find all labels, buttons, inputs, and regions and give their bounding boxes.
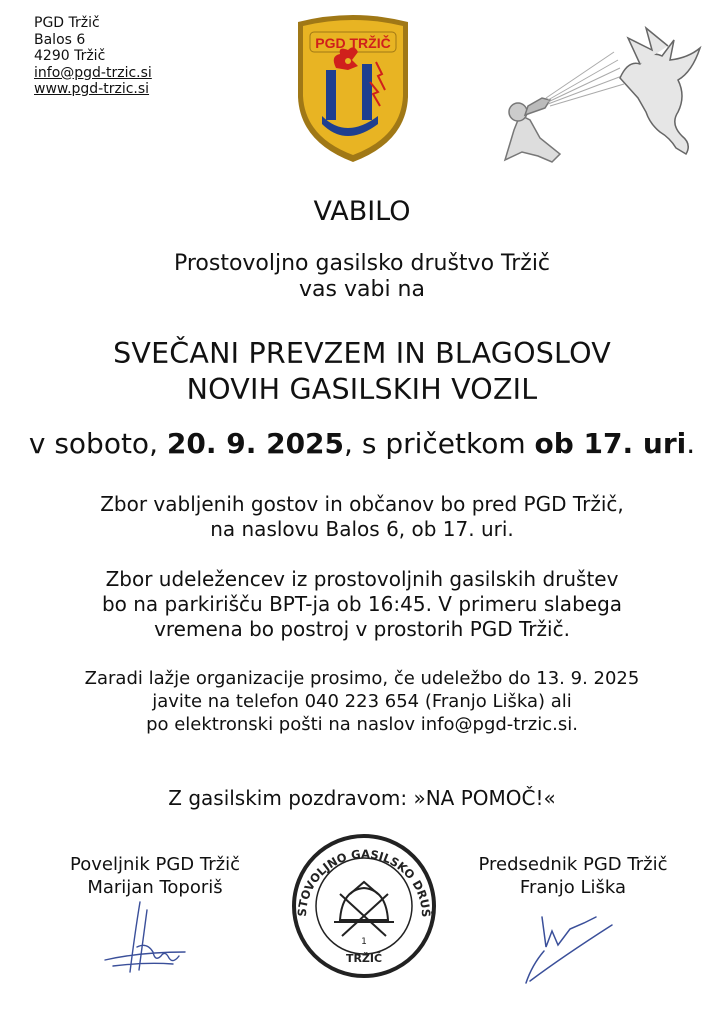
paragraph-guests — [0, 492, 724, 542]
official-seal — [285, 821, 438, 980]
event-line: SVEČANI PREVZEM IN BLAGOSLOV — [113, 337, 611, 370]
intro — [0, 251, 724, 303]
handwritten-signature-left — [95, 892, 190, 987]
paragraph-line: Zbor udeležencev iz prostovoljnih gasilskih društev — [105, 567, 619, 591]
seal-ring-text: PROSTOVOLJNO GASILSKO DRUŠTVO — [285, 821, 434, 918]
paragraph-line: Zaradi lažje organizacije prosimo, če udeležbo do 13. 9. 2025 — [84, 668, 640, 689]
event-time: ob 17. uri — [534, 427, 687, 460]
pgd-logo — [288, 12, 418, 164]
paragraph-line: bo na parkirišču BPT-ja ob 16:45. V primeru slabega — [101, 592, 623, 616]
paragraph-line: na naslovu Balos 6, ob 17. uri. — [210, 517, 514, 541]
date-suffix: . — [686, 427, 696, 460]
event-title — [0, 336, 724, 408]
greeting: Z gasilskim pozdravom: »NA POMOČ!« — [168, 786, 556, 810]
logo-text: PGD TRŽIČ — [315, 35, 391, 51]
email-link[interactable]: info@pgd-trzic.si — [34, 64, 152, 81]
event-date: 20. 9. 2025 — [166, 427, 345, 460]
street: Balos 6 — [34, 31, 86, 48]
seal-town: TRŽIČ — [345, 952, 383, 965]
paragraph-line: vremena bo postroj v prostorih PGD Tržič. — [154, 617, 570, 641]
website-link[interactable]: www.pgd-trzic.si — [34, 81, 150, 97]
intro-line: Prostovoljno gasilsko društvo Tržič — [173, 251, 551, 276]
paragraph-participants — [0, 567, 724, 642]
paragraph-line: Zbor vabljenih gostov in občanov bo pred PGD Tržič, — [100, 492, 624, 516]
sender-address — [34, 15, 152, 98]
event-line: NOVIH GASILSKIH VOZIL — [186, 373, 538, 406]
signer-role: Predsednik PGD Tržič — [478, 854, 668, 875]
paragraph-rsvp — [0, 667, 724, 736]
handwritten-signature-right — [522, 905, 622, 990]
date-prefix: v soboto, — [28, 427, 167, 460]
intro-line: vas vabi na — [299, 277, 425, 302]
paragraph-line: javite na telefon 040 223 654 (Franjo Liška) ali — [152, 691, 572, 712]
date-middle: , s pričetkom — [344, 427, 535, 460]
signer-name: Marijan Toporiš — [87, 877, 223, 898]
signer-name: Franjo Liška — [519, 877, 627, 898]
signature-right — [448, 853, 698, 899]
org-name: PGD Tržič — [34, 15, 100, 31]
event-date-line — [0, 427, 724, 460]
signer-role: Poveljnik PGD Tržič — [70, 854, 240, 875]
city: 4290 Tržič — [34, 48, 106, 64]
paragraph-line: po elektronski pošti na naslov info@pgd-trzic.si. — [146, 714, 578, 735]
invitation-title: VABILO — [313, 196, 411, 227]
firefighter-dragon-illustration — [500, 20, 705, 168]
seal-number: 1 — [361, 937, 367, 947]
